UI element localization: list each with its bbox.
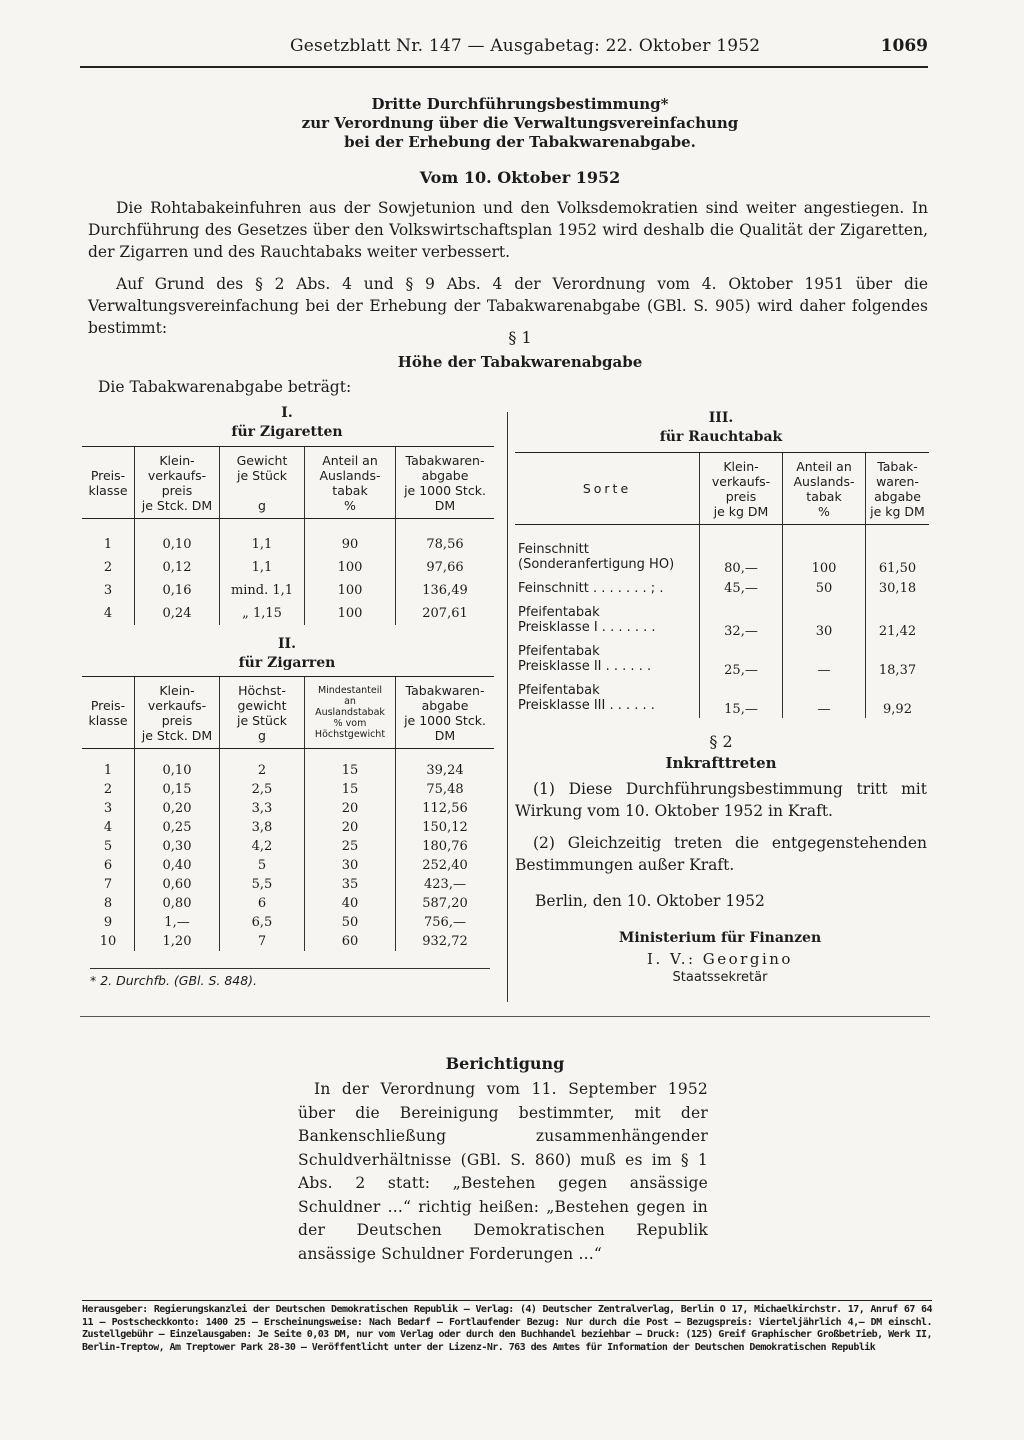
cell: —: [783, 640, 866, 679]
cell: 112,56: [396, 799, 495, 818]
table-row: [82, 780, 494, 799]
imprint: Herausgeber: Regierungskanzlei der Deutschen Demokratischen Republik — Verlag: (4) Deutscher Zentralverlag, Berlin O 17, Michaelkirchstr. 17, Anruf 67 64 11 — Postscheckkonto: 1400 25 — Erscheinungsweise: Nach Bedarf — Fortlaufender Bezug: Nur durch die Post — Bezugspreis: Vierteljährlich 4,— DM einschl. Zustellgebühr — Einzelausgaben: Je Seite 0,03 DM, nur vom Verlag oder durch den Buchhandel beziehbar — Druck: (125) Greif Graphischer Großbetrieb, Werk II, Berlin-Treptow, Am Treptower Park 28-30 — Veröffentlicht unter der Lizenz-Nr. 763 des Amtes für Information der Deutschen Demokratischen Republik: [82, 1300, 932, 1354]
cell: 0,30: [135, 837, 220, 856]
cell: 9: [103, 914, 113, 930]
cell: Feinschnitt (Sonderanfertigung HO): [518, 541, 675, 572]
pipe-tobacco-table: [515, 452, 929, 718]
cell: 0,25: [135, 818, 220, 837]
cell: mind. 1,1: [220, 579, 305, 602]
table-row: [515, 601, 929, 640]
signatory-title: Staatssekretär: [672, 970, 768, 985]
table-row: [82, 932, 494, 951]
table-row: [82, 856, 494, 875]
cell: 50: [305, 913, 396, 932]
table-2-numeral: II.: [278, 636, 296, 652]
cell: 100: [783, 537, 866, 577]
col-header: Preis- klasse: [82, 677, 135, 749]
cell: 9,92: [866, 679, 930, 718]
table-3-title: für Rauchtabak: [659, 429, 783, 445]
cell: 60: [305, 932, 396, 951]
cell: 6: [220, 894, 305, 913]
cell: 90: [305, 533, 396, 556]
col-header: Tabak- waren- abgabe je kg DM: [866, 453, 930, 525]
col-header: Tabakwaren- abgabe je 1000 Stck. DM: [396, 677, 495, 749]
cell: 150,12: [396, 818, 495, 837]
col-header: Klein- verkaufs- preis je kg DM: [700, 453, 783, 525]
cell: 3: [103, 582, 113, 598]
col-header: Tabakwaren- abgabe je 1000 Stck. DM: [396, 447, 495, 519]
cell: 15: [305, 780, 396, 799]
table-row: [82, 837, 494, 856]
cell: 2: [103, 559, 113, 575]
cell: 21,42: [866, 601, 930, 640]
cell: 1,—: [135, 913, 220, 932]
cell: 50: [783, 577, 866, 601]
table-row: [82, 875, 494, 894]
cell: 45,—: [700, 577, 783, 601]
col-header: Gewicht je Stück g: [220, 447, 305, 519]
cell: 3,3: [220, 799, 305, 818]
table-row: [515, 577, 929, 601]
cell: 5: [220, 856, 305, 875]
cell: 100: [305, 602, 396, 625]
cigarettes-table: [82, 446, 494, 625]
cell: 0,20: [135, 799, 220, 818]
cell: 0,12: [135, 556, 220, 579]
cigarettes-table-wrap: [82, 446, 494, 625]
table-row: [515, 679, 929, 718]
cell: 39,24: [396, 761, 495, 780]
cell: 252,40: [396, 856, 495, 875]
cell: 207,61: [396, 602, 495, 625]
preamble-paragraph: Die Rohtabakeinfuhren aus der Sowjetunion und den Volksdemokratien sind weiter angestiegen. In Durchführung des Gesetzes über den Volkswirtschaftsplan 1952 wird deshalb die Qualität der Zigaretten, der Zigarren und des Rauchtabaks weiter verbessert.: [88, 199, 928, 261]
col-header: Mindestanteil an Auslandstabak % vom Höchstgewicht: [305, 677, 396, 749]
cell: 423,—: [396, 875, 495, 894]
section-1-mark: § 1: [508, 328, 532, 347]
cell: 10: [99, 933, 117, 949]
ministry-name: Ministerium für Finanzen: [618, 930, 822, 946]
col-header: Sorte: [515, 453, 700, 525]
cell: 35: [305, 875, 396, 894]
section-2-para-1: (1) Diese Durchführungsbestimmung tritt mit Wirkung vom 10. Oktober 1952 in Kraft.: [515, 780, 927, 820]
cigars-table: [82, 676, 494, 951]
title-line: bei der Erhebung der Tabakwarenabgabe.: [344, 133, 696, 151]
cell: 4,2: [220, 837, 305, 856]
cell: Pfeifentabak Preisklasse III . . . . . .: [518, 683, 655, 713]
cell: 32,—: [700, 601, 783, 640]
cell: 0,15: [135, 780, 220, 799]
table-row: [82, 761, 494, 780]
cell: 1,1: [220, 533, 305, 556]
table-row: [82, 533, 494, 556]
cell: 15: [305, 761, 396, 780]
cell: 6,5: [220, 913, 305, 932]
cell: 587,20: [396, 894, 495, 913]
cell: Pfeifentabak Preisklasse I . . . . . . .: [518, 605, 656, 635]
cell: 8: [103, 895, 113, 911]
table-row: [82, 579, 494, 602]
table-3-numeral: III.: [708, 410, 734, 426]
cigars-table-wrap: [82, 676, 494, 951]
cell: 136,49: [396, 579, 495, 602]
table-row: [515, 537, 929, 577]
cell: 25: [305, 837, 396, 856]
table-1-numeral: I.: [281, 405, 293, 421]
cell: 7: [220, 932, 305, 951]
cell: 100: [305, 556, 396, 579]
footnote: * 2. Durchfb. (GBl. S. 848).: [90, 968, 490, 988]
correction-heading: Berichtigung: [445, 1054, 565, 1073]
cell: 18,37: [866, 640, 930, 679]
table-row: [82, 556, 494, 579]
cell: 2: [103, 781, 113, 797]
col-header: Klein- verkaufs- preis je Stck. DM: [135, 447, 220, 519]
document-title: [200, 95, 840, 152]
col-header: Anteil an Auslands- tabak %: [305, 447, 396, 519]
cell: 15,—: [700, 679, 783, 718]
cell: 0,60: [135, 875, 220, 894]
section-1-intro: Die Tabakwarenabgabe beträgt:: [98, 378, 352, 396]
column-divider: [507, 412, 508, 1002]
title-line: zur Verordnung über die Verwaltungsvereinfachung: [301, 114, 739, 132]
cell: 0,10: [135, 761, 220, 780]
cell: 0,10: [135, 533, 220, 556]
cell: 80,—: [700, 537, 783, 577]
cell: 1: [103, 536, 113, 552]
cell: 78,56: [396, 533, 495, 556]
table-row: [82, 913, 494, 932]
cell: Pfeifentabak Preisklasse II . . . . . .: [518, 644, 652, 674]
cell: —: [783, 679, 866, 718]
cell: 3: [103, 800, 113, 816]
cell: 0,16: [135, 579, 220, 602]
section-2-mark: § 2: [709, 732, 733, 751]
cell: 20: [305, 818, 396, 837]
cell: 5,5: [220, 875, 305, 894]
divider: [80, 1016, 930, 1017]
cell: 20: [305, 799, 396, 818]
cell: 61,50: [866, 537, 930, 577]
col-header: Klein- verkaufs- preis je Stck. DM: [135, 677, 220, 749]
preamble-paragraph: Auf Grund des § 2 Abs. 4 und § 9 Abs. 4 der Verordnung vom 4. Oktober 1951 über die Verwaltungsvereinfachung bei der Erhebung der Tabakwarenabgabe (GBl. S. 905) wird daher folgendes bestimmt:: [88, 275, 928, 337]
section-2-heading: Inkrafttreten: [665, 754, 777, 772]
cell: 30: [305, 856, 396, 875]
table-row: [82, 894, 494, 913]
page-number: 1069: [880, 36, 928, 56]
cell: 756,—: [396, 913, 495, 932]
cell: 0,80: [135, 894, 220, 913]
cell: 97,66: [396, 556, 495, 579]
cell: 6: [103, 857, 113, 873]
gazette-title: Gesetzblatt Nr. 147 — Ausgabetag: 22. Oktober 1952: [290, 36, 761, 56]
cell: „ 1,15: [220, 602, 305, 625]
col-header: Höchst- gewicht je Stück g: [220, 677, 305, 749]
cell: 0,40: [135, 856, 220, 875]
table-row: [82, 602, 494, 625]
cell: 30: [783, 601, 866, 640]
pipe-tobacco-table-wrap: [515, 452, 929, 718]
cell: 4: [103, 605, 113, 621]
table-row: [82, 818, 494, 837]
section-1-heading: Höhe der Tabakwarenabgabe: [397, 353, 643, 371]
correction-text: In der Verordnung vom 11. September 1952 über die Bereinigung bestimmter, mit der Bankenschließung zusammenhängender Schuldverhältnisse (GBl. S. 860) muß es im § 1 Abs. 2 statt: „Bestehen gegen ansässige Schuldner ...“ richtig heißen: „Bestehen gegen in der Deutschen Demokratischen Republik ansässige Schuldner Forderungen ...“: [298, 1080, 708, 1263]
cell: 1: [103, 762, 113, 778]
page-header: [80, 34, 928, 68]
cell: 30,18: [866, 577, 930, 601]
cell: 75,48: [396, 780, 495, 799]
cell: 180,76: [396, 837, 495, 856]
cell: 7: [103, 876, 113, 892]
cell: 2: [220, 761, 305, 780]
signatory: I. V.: Georgino: [647, 950, 793, 968]
cell: 4: [103, 819, 113, 835]
cell: 40: [305, 894, 396, 913]
cell: 932,72: [396, 932, 495, 951]
table-2-title: für Zigarren: [238, 655, 336, 671]
cell: 3,8: [220, 818, 305, 837]
place-date: Berlin, den 10. Oktober 1952: [535, 892, 765, 910]
cell: 1,1: [220, 556, 305, 579]
table-1-title: für Zigaretten: [231, 424, 343, 440]
title-line: Dritte Durchführungsbestimmung*: [371, 95, 669, 113]
section-2-para-2: (2) Gleichzeitig treten die entgegenstehenden Bestimmungen außer Kraft.: [515, 834, 927, 874]
cell: Feinschnitt . . . . . . . ; .: [518, 581, 664, 596]
table-row: [82, 799, 494, 818]
cell: 100: [305, 579, 396, 602]
col-header: Anteil an Auslands- tabak %: [783, 453, 866, 525]
col-header: Preis- klasse: [82, 447, 135, 519]
document-date: Vom 10. Oktober 1952: [419, 168, 621, 187]
cell: 2,5: [220, 780, 305, 799]
cell: 5: [103, 838, 113, 854]
cell: 0,24: [135, 602, 220, 625]
table-row: [515, 640, 929, 679]
cell: 25,—: [700, 640, 783, 679]
cell: 1,20: [135, 932, 220, 951]
